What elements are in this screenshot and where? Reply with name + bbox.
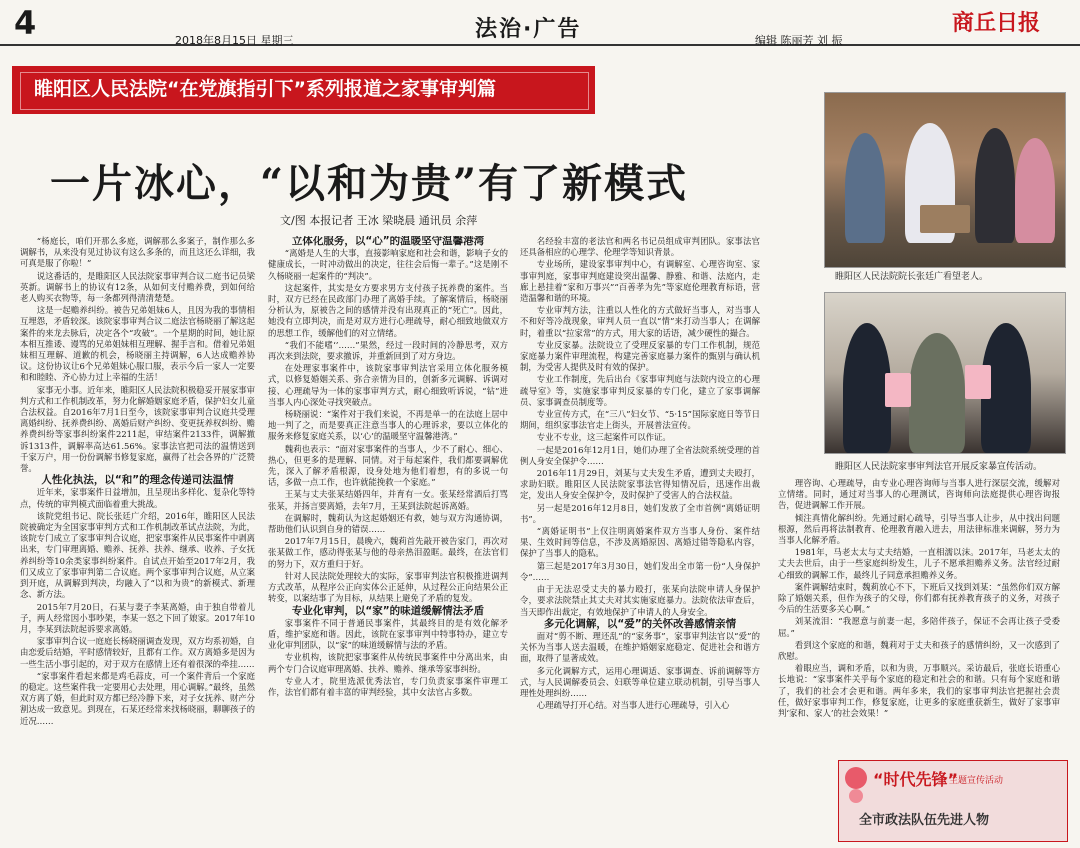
subheading: 人性化执法，以“和”的理念传递司法温情 bbox=[41, 474, 234, 487]
paragraph: 面对“剪不断、理还乱”的“家务事”，家事审判法官以“爱”的关怀为当事人送去温暖，在维护婚姻家庭稳定、促进社会和谐方面，取得了显著成效。 bbox=[520, 630, 760, 664]
paragraph: 第三起是2017年3月30日，她们发出全市第一份“人身保护令”…… bbox=[520, 560, 760, 582]
paragraph: “离婚证明书”上仅注明离婚案件双方当事人身份、案件结果、生效时间等信息，不涉及离婚原因、离婚过错等隐私内容，保护了当事人的隐私。 bbox=[520, 526, 760, 559]
paragraph: 专业工作制度，先后出台《家事审判庭与法院内设立的心理疏导室》等，实施家事审判反家暴的专门化，建立了家事调解员、家事调查员制度等。 bbox=[520, 374, 760, 407]
paragraph: 2016年11月29日，刘某与丈夫发生矛盾，遭到丈夫殴打，求助妇联。睢阳区人民法院家事法官得知情况后，迅速作出裁定，发出人身安全保护令，及时保护了受害人的合法权益。 bbox=[520, 468, 760, 501]
photo-caption: 睢阳区人民法院家事审判法官开展反家暴宣传活动。 bbox=[835, 462, 1043, 472]
paragraph: 这起案件，其实是女方要求男方支付孩子抚养费的案件。当时，双方已经在民政部门办理了离婚手续。了解案情后，杨晓丽分析认为，原被告之间的感情并没有出现真正的“死亡”。因此，她没有立即判决，而是对双方进行心理疏导，耐心细致地做双方的思想工作，缓解他们的对立情绪。 bbox=[268, 282, 508, 338]
paragraph: 案件调解结束时，魏莉放心不下，下班后又找到刘某：“虽然你们双方解除了婚姻关系，但作为孩子的父母，你们都有抚养教育孩子的义务，对孩子今后的生活要多关心啊。” bbox=[778, 581, 1060, 615]
paragraph: 专业场所，建设家事审判中心，有调解室、心理咨询室、家事审判庭，家事审判庭建设突出温馨、静雅、和谐、法庭内，走廊上悬挂着“家和万事兴”“百善孝为先”等家庭伦理教育标语，营造温馨和谐的环境。 bbox=[520, 259, 760, 304]
photo-figure bbox=[975, 128, 1015, 243]
article-byline: 文/图 本报记者 王冰 梁晓晨 通讯员 余萍 bbox=[280, 214, 478, 227]
paragraph: 王某与丈夫张某结婚四年，并育有一女。张某经常酒后打骂张某，并扬言要离婚，去年7月，王某到法院起诉离婚。 bbox=[268, 489, 508, 511]
paragraph: 理咨询、心理疏导，由专业心理咨询师与当事人进行深层交流，缓解对立情绪。同时，通过对当事人的心理测试，咨询师向法庭提供心理咨询报告，促进调解工作开展。 bbox=[778, 478, 1060, 511]
flower-decoration bbox=[845, 767, 867, 789]
article-column-1 bbox=[20, 236, 255, 842]
paragraph: 2015年7月20日，石某与妻子李某离婚，由于独自带着儿子，两人经常因小事吵架，李某一怒之下回了娘家。2017年10月，李某到法院起诉要求离婚。 bbox=[20, 601, 255, 634]
paragraph: 由于无法忍受丈夫的暴力殴打，张某向法院申请人身保护令，要求法院禁止其丈夫对其实施家庭暴力。法院依法审查后，当天即作出裁定，有效地保护了申请人的人身安全。 bbox=[520, 584, 760, 617]
paragraph: 专业审判方法，注重以人性化的方式做好当事人，对当事人不和好等冷战现象，审判人员一直以“情”来打动当事人；在调解时，着重以“拉家常”的方式，用大家的话语，减少硬性的撮合。 bbox=[520, 305, 760, 338]
paragraph: 看到这个家庭的和谐，魏莉对于丈夫和孩子的感情纠纷，又一次感到了欣慰。 bbox=[778, 639, 1060, 662]
page-number: 4 bbox=[14, 4, 37, 42]
series-banner: 睢阳区人民法院“在党旗指引下”系列报道之家事审判篇 bbox=[12, 66, 595, 114]
issue-date: 2018年8月15日 星期三 bbox=[175, 34, 294, 47]
paragraph: 心理疏导打开心结。对当事人进行心理疏导，引入心 bbox=[536, 700, 730, 711]
ad-subtitle: 主题宣传活动 bbox=[949, 776, 1004, 786]
paragraph: 倾注真情化解纠纷。先通过耐心疏导，引导当事人让步，从中找出问题根源，然后再将法制教育、伦理教育融入进去，用法律标准来调解，努力为当事人化解矛盾。 bbox=[778, 512, 1060, 546]
subheading: 立体化服务，以“心”的温暖坚守温馨港湾 bbox=[291, 236, 485, 247]
ad-title: “时代先锋” bbox=[873, 770, 959, 789]
paragraph: 杨晓丽说：“案件对于我们来说，不再是单一的在法庭上居中地一判了之，而是要真正注意当事人的心理诉求，要以立体化的服务来修复家庭关系，以‘心’的温暖坚守温馨港湾。” bbox=[268, 409, 508, 442]
paragraph: 家事无小事。近年来，睢阳区人民法院积极稳妥开展家事审判方式和工作机制改革，努力化解婚姻家庭矛盾，保护妇女儿童合法权益。自2016年7月1日至今，该院家事审判合议庭共受理离婚纠纷、抚养费纠纷、离婚后财产纠纷、变更抚养权纠纷、赡养费纠纷等家事纠纷案件2211起，审结案件2133件，调解撤诉1313件，调解率高达61.56%。家事法官把司法的温情送到千家万户，用一份份调解书修复家庭，赢得了社会各界的广泛赞誉。 bbox=[20, 384, 255, 474]
paragraph: 近年来，家事案件日益增加，且呈现出多样化、复杂化等特点，传统的审判模式面临着重大挑战。 bbox=[20, 487, 255, 509]
paragraph: “离婚是人生的大事，直接影响家庭和社会和谐，影响子女的健康成长，一时冲动做出的决定，往往会后悔一辈子。”这是刚不久杨晓丽一起案件的“判决”。 bbox=[268, 248, 508, 281]
photo-leaflet bbox=[885, 373, 911, 407]
paragraph: 专业人才，院里选派优秀法官，专门负责家事案件审理工作，法官们都有着丰富的审判经验，其中女法官占多数。 bbox=[268, 675, 508, 697]
article-column-4 bbox=[778, 478, 1060, 750]
subheading: 多元化调解，以“爱”的关怀改善感情亲情 bbox=[543, 617, 737, 630]
paragraph: 家事案件不同于普通民事案件，其最终目的是有效化解矛盾，维护家庭和谐。因此，该院在家事审判中特事特办，建立专业化审判团队，以“家”的味道缓解情与法的矛盾。 bbox=[268, 617, 508, 651]
paragraph: 一起是2016年12月1日，她们办理了全省法院系统受理的首例人身安全保护令…… bbox=[520, 444, 760, 466]
article-column-3 bbox=[520, 236, 760, 842]
section-title: 法治·广告 bbox=[475, 17, 582, 42]
paragraph: 专业机构，该院把家事案件从传统民事案件中分离出来，由两个专门合议庭审理离婚、扶养、赡养、继承等家事纠纷。 bbox=[268, 652, 508, 674]
photo-visit-elderly bbox=[824, 92, 1066, 268]
photo-figure bbox=[1015, 138, 1055, 243]
paragraph: 名经验丰富的老法官和两名书记员组成审判团队。家事法官还具备相应的心理学、伦理学等知识背景。 bbox=[520, 236, 760, 258]
article-headline: 一片冰心，“以和为贵”有了新模式 bbox=[50, 160, 689, 207]
paragraph: “我们不能嗜‘’……”果然，经过一段时间的冷静思考，双方再次来到法院，要求撤诉，并重新回到了对方身边。 bbox=[268, 339, 508, 362]
photo-figure bbox=[845, 133, 885, 243]
paragraph: 在调解时，魏莉认为这起婚姻还有救，她与双方沟通协调，帮助他们认识到自身的错误…… bbox=[268, 512, 508, 535]
page-header bbox=[0, 0, 1080, 46]
newspaper-logo: 商丘日报 bbox=[952, 10, 1041, 36]
paragraph: 另一起是2016年12月8日，她们发放了全市首例“离婚证明书”。 bbox=[520, 502, 760, 524]
photo-table bbox=[920, 205, 970, 233]
paragraph: 2017年7月15日，晨晚六，魏莉首先敲开被告家门，再次对张某做工作，感动得张某与他的母亲热泪盈眶。最终，在法官们的努力下，双方重归于好。 bbox=[268, 536, 508, 569]
subheading: 专业化审判，以“家”的味道缓解情法矛盾 bbox=[291, 604, 485, 617]
flower-decoration bbox=[849, 789, 863, 803]
photo-antidv-campaign bbox=[824, 292, 1066, 454]
paragraph: 着眼应当，调和矛盾，以和为贵，万事顺兴。采访最后，张庭长语重心长地说：“家事案件关乎每个家庭的稳定和社会的和谐。只有每个家庭和谐了，我们的社会才会更和谐。两年多来，我们的家事审判法官把握社会责任，做好家事审判工作，修复家庭，让更多的家庭重获新生，做好了家事审判‘家和、家人’的社会效果！” bbox=[778, 663, 1060, 719]
paragraph: 这是一起赡养纠纷。被告兄弟姐妹6人，且因为我的事情相互埋怨，矛盾较深。该院家事审判合议二庭法官杨晓丽了解这起案件的来龙去脉后，决定各个“攻破”。一个星期的时间，她让原本相互推诿、谩骂的兄弟姐妹相互理解、握手言和。借着兄弟姐妹相互理解、道歉的机会，杨晓丽主持调解，6人达成赡养协议。这份协议让6个兄弟姐妹心服口服，表示今后一家人一定要和和睦睦、齐心协力过上幸福的生活！ bbox=[20, 305, 255, 383]
paragraph: 专业不专业，这三起案件可以作证。 bbox=[536, 432, 671, 443]
article-column-2 bbox=[268, 236, 508, 842]
paragraph: 专业宣传方式，在“三八”妇女节、“5·15”国际家庭日等节日期间，组织家事法官走上街头，开展普法宣传。 bbox=[520, 409, 760, 431]
photo-figure bbox=[843, 323, 891, 453]
paragraph: “家事案件看起来都是鸡毛蒜皮，可一个案件背后一个家庭的稳定。这些案件我一定要用心去处理，用心调解。”最终，虽然双方离了婚，但此时双方都已经冷静下来，对子女抚养、财产分割达成一致意见。到现在，石某还经常来找杨晓丽，聊聊孩子的近况…… bbox=[20, 670, 255, 726]
paragraph: 专业反家暴。法院设立了受理反家暴的专门工作机制，规范家庭暴力案件审理流程，构建完善家庭暴力案件的甄别与确认机制，为受害人提供及时有效的保护。 bbox=[520, 339, 760, 373]
paragraph: “杨庭长，咱们开那么多庭，调解那么多案子，制作那么多调解书，从来没有见过协议有这么多条的，而且这还么详细，我可真是服了你啦！” bbox=[20, 236, 255, 269]
paragraph: 多元化调解方式，运用心理调适、家事调查、诉前调解等方式，与人民调解委员会、妇联等单位建立联动机制，引导当事人理性处理纠纷…… bbox=[520, 665, 760, 698]
editors-credit: 编辑 陈丽芳 刘 振 bbox=[755, 34, 843, 47]
paragraph: 说这番话的，是睢阳区人民法院家事审判合议二庭书记员梁英新。调解书上的协议有12条，从如何支付赡养费，到如何给老人购买衣物等，每一条都列得清清楚楚。 bbox=[20, 270, 255, 304]
paragraph: 魏莉也表示：“面对家事案件的当事人，少不了耐心、细心、热心，但更多的是理解、同情。对于每起案件，我们都要调解优先，深入了解矛盾根源，设身处地为他们着想，有的多说一句话，多做一点工作，也许就能挽救一个家庭。” bbox=[268, 443, 508, 488]
paragraph: 在处理家事案件中，该院家事审判法官采用立体化服务模式，以修复婚姻关系、弥合亲情为目的，创新多元调解、诉调对接、心理疏导为一体的家事审判方式，耐心细致听诉说，“钻”进当事人内心深处寻找突破点。 bbox=[268, 363, 508, 407]
promo-advertisement bbox=[838, 760, 1068, 842]
photo-caption: 睢阳区人民法院院长张廷广看望老人。 bbox=[835, 272, 989, 282]
paragraph: 家事审判合议一庭庭长杨晓丽调查发现，双方均系初婚，自由恋爱后结婚，平时感情较好，且都有工作。双方离婚多是因为一些生活小事引起的，对于双方在感情上还有着很深的牵挂…… bbox=[20, 636, 255, 669]
paragraph: 1981年，马老太太与丈夫结婚，一直相濡以沫。2017年，马老太太的丈夫去世后，由于一些家庭纠纷发生，儿子不愿承担赡养义务。法官经过耐心细致的调解工作，最终儿子同意承担赡养义务。 bbox=[778, 547, 1060, 580]
photo-figure bbox=[909, 333, 965, 453]
paragraph: 针对人民法院处理较大的实际，家事审判法官积极推进调判方式改革，从程序公正向实体公正延伸，从过程公正向结果公正转变，以案结事了为目标，从结果上避免了矛盾的复发。 bbox=[268, 570, 508, 604]
photo-leaflet bbox=[965, 365, 991, 399]
ad-line: 全市政法队伍先进人物 bbox=[859, 813, 990, 828]
paragraph: 刘某流泪：“我愿意与前妻一起，多陪伴孩子，保证不会再让孩子受委屈。” bbox=[778, 616, 1060, 638]
paragraph: 该院党组书记、院长张廷广介绍，2016年，睢阳区人民法院被确定为全国家事审判方式和工作机制改革试点法院，为此，该院专门成立了家事审判合议庭，把家事案件从民事案件中剥离出来，专门审理离婚、赡养、抚养、扶养、继承、收养、子女抚养纠纷等10余类家事纠纷案件。自试点开始至2017年2月，我们又成立了家事审判第二合议庭。两个家事审判合议庭，从立案到开庭，从调解到判决，均融入了“以和为贵”的新模式、新理念、新方法。 bbox=[20, 510, 255, 600]
